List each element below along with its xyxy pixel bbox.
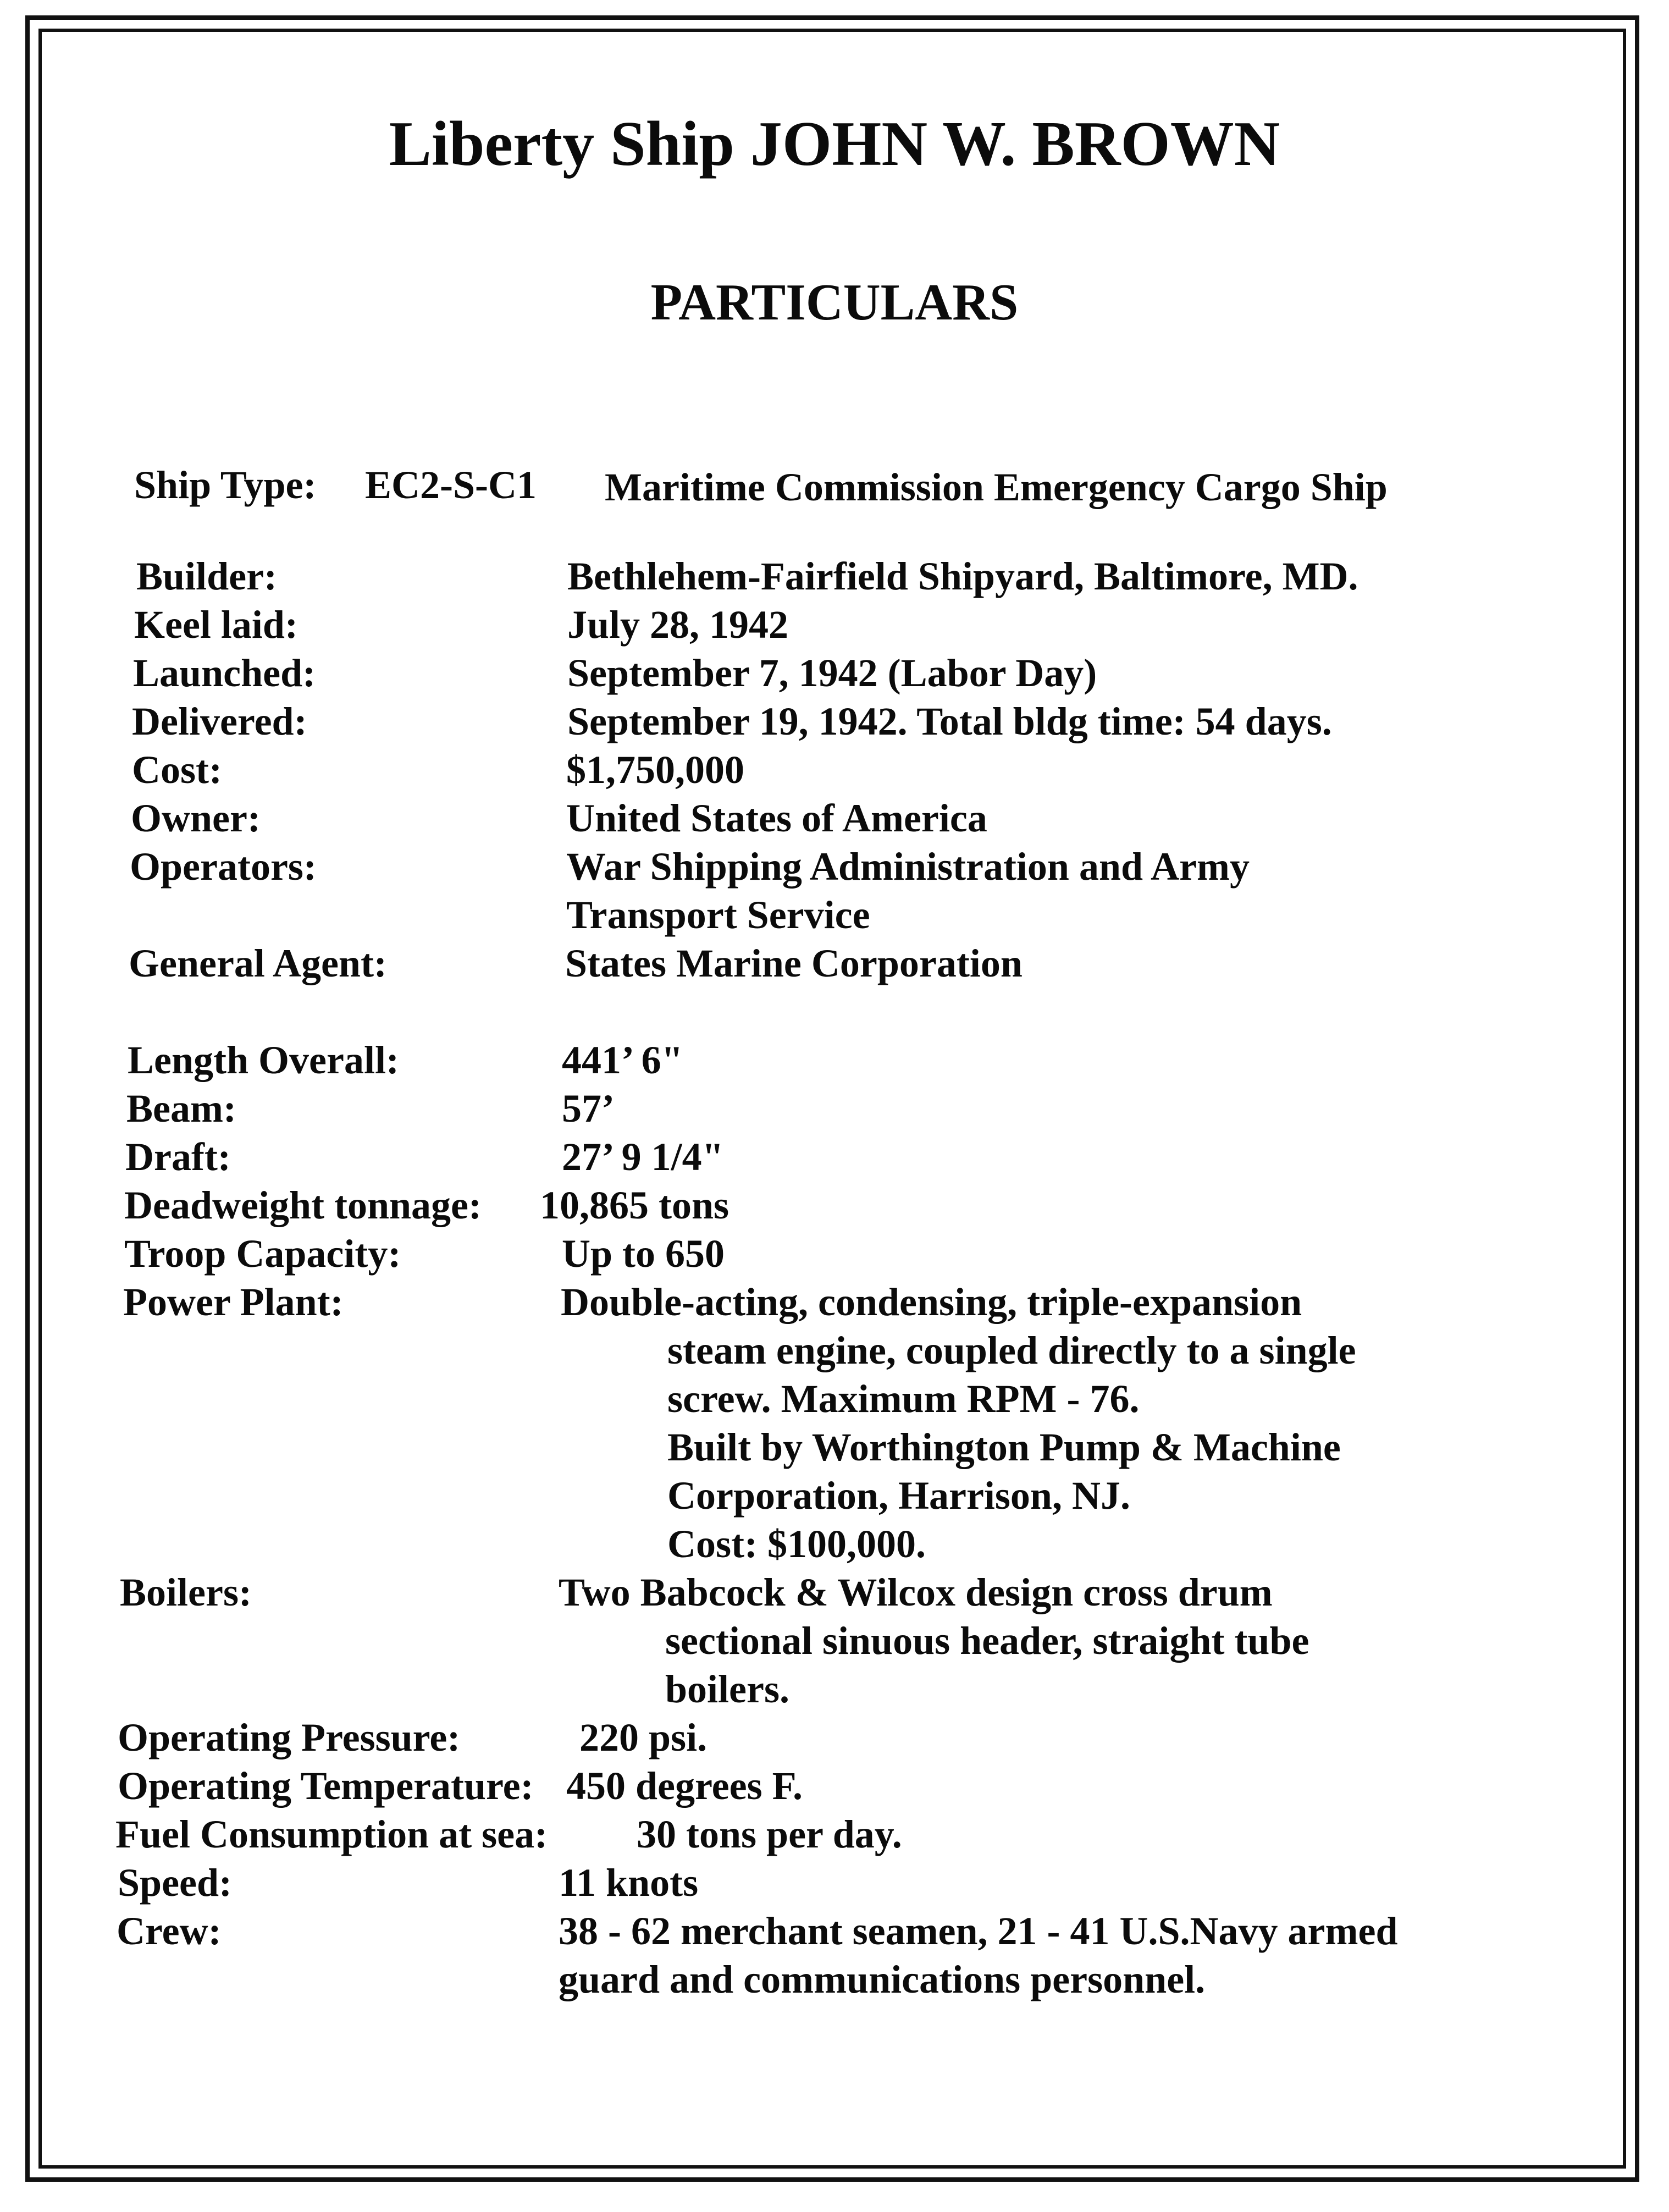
spec-value: Double-acting, condensing, triple-expansion: [561, 1280, 1302, 1324]
spec-value: guard and communications personnel.: [559, 1957, 1206, 2001]
spec-label: Fuel Consumption at sea:: [115, 1812, 548, 1856]
spec-value: 38 - 62 merchant seamen, 21 - 41 U.S.Navy armed: [559, 1909, 1398, 1953]
spec-value: Two Babcock & Wilcox design cross drum: [559, 1570, 1273, 1614]
spec-value: Cost: $100,000.: [667, 1522, 926, 1566]
page-title: Liberty Ship JOHN W. BROWN: [389, 109, 1280, 179]
spec-label: Length Overall:: [128, 1038, 399, 1082]
spec-value: 450 degrees F.: [566, 1764, 803, 1808]
spec-label: Cost:: [132, 748, 222, 792]
spec-value: Built by Worthington Pump & Machine: [667, 1425, 1341, 1469]
spec-value: $1,750,000: [566, 748, 744, 792]
spec-label: Owner:: [131, 796, 261, 840]
spec-value: States Marine Corporation: [565, 941, 1023, 985]
spec-label: Keel laid:: [134, 603, 298, 647]
spec-label: Crew:: [117, 1909, 222, 1953]
spec-label: Power Plant:: [123, 1280, 344, 1324]
spec-value: 27’ 9 1/4": [562, 1135, 724, 1179]
spec-label: Draft:: [125, 1135, 231, 1179]
spec-value: September 19, 1942. Total bldg time: 54 days.: [567, 699, 1332, 743]
spec-value: Transport Service: [566, 893, 870, 937]
spec-value: United States of America: [566, 796, 987, 840]
spec-value: Bethlehem-Fairfield Shipyard, Baltimore, MD.: [567, 554, 1358, 598]
spec-label: Boilers:: [120, 1570, 252, 1614]
spec-label: Troop Capacity:: [124, 1232, 401, 1276]
spec-label: Launched:: [133, 651, 316, 695]
ship-type-label: Ship Type:: [134, 463, 317, 507]
spec-value: 220 psi.: [579, 1715, 708, 1759]
spec-label: Deadweight tonnage:: [124, 1183, 482, 1227]
spec-value: screw. Maximum RPM - 76.: [667, 1377, 1140, 1421]
spec-label: Builder:: [136, 554, 278, 598]
spec-value: 441’ 6": [562, 1038, 683, 1082]
spec-value: War Shipping Administration and Army: [566, 845, 1250, 889]
spec-value: sectional sinuous header, straight tube: [665, 1619, 1309, 1663]
spec-value: steam engine, coupled directly to a single: [667, 1328, 1356, 1372]
spec-label: General Agent:: [129, 941, 387, 985]
spec-value: Corporation, Harrison, NJ.: [667, 1474, 1130, 1518]
spec-label: Delivered:: [132, 699, 307, 743]
spec-label: Speed:: [118, 1861, 233, 1905]
spec-value: 10,865 tons: [540, 1183, 730, 1227]
spec-value: boilers.: [665, 1667, 789, 1711]
spec-value: September 7, 1942 (Labor Day): [567, 651, 1097, 695]
ship-type-code: EC2-S-C1: [365, 463, 537, 507]
spec-label: Operators:: [130, 845, 317, 889]
spec-label: Operating Pressure:: [118, 1715, 461, 1759]
spec-label: Beam:: [126, 1086, 236, 1130]
section-heading: PARTICULARS: [650, 274, 1019, 331]
ship-type-description: Maritime Commission Emergency Cargo Ship: [605, 465, 1388, 509]
spec-value: July 28, 1942: [567, 603, 789, 647]
spec-value: 57’: [562, 1086, 615, 1130]
spec-value: 30 tons per day.: [637, 1812, 902, 1856]
spec-value: 11 knots: [559, 1861, 699, 1905]
spec-value: Up to 650: [562, 1232, 725, 1276]
spec-label: Operating Temperature:: [118, 1764, 534, 1808]
